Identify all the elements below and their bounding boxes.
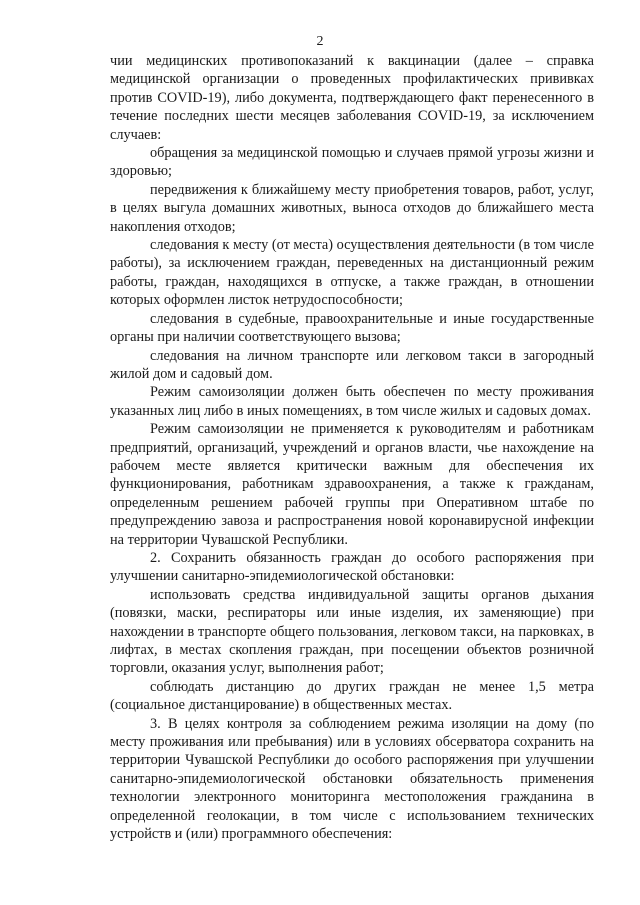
paragraph-masks: использовать средства индивидуальной защиты органов дыхания (повязки, маски, респираторы или иные изделия, их заменяющие) при нахождении в транспорте общего пользования, легковом такси, на парковках, в лифтах, в местах скопления граждан, при посещении объектов розничной торговли, оказания услуг, выполнения работ;	[110, 586, 594, 677]
paragraph-continuation: чии медицинских противопоказаний к вакцинации (далее – справка медицинской организации о проведенных профилактических прививках против COVID-19), либо документа, подтверждающего факт перенесенного в течение последних шести месяцев заболевания COVID-19, за исключением случаев:	[110, 53, 594, 143]
paragraph-exception-work: следования к месту (от места) осуществления деятельности (в том числе работы), за исключением граждан, переведенных на дистанционный режим работы, граждан, находящихся в отпуске, а также граждан, в отношении которых оформлен листок нетрудоспособности;	[110, 237, 594, 309]
paragraph-self-isolation-exemptions: Режим самоизоляции не применяется к руководителям и работникам предприятий, организаций, учреждений и органов власти, чье нахождение на рабочем месте является критически важным для обеспечения их функционирования, работникам здравоохранения, а также к гражданам, определенным решением рабочей группы при Оперативном штабе по предупреждению завоза и распространения новой коронавирусной инфекции на территории Чувашской Республики.	[110, 421, 594, 548]
paragraph-exception-shopping: передвижения к ближайшему месту приобретения товаров, работ, услуг, в целях выгула домашних животных, выноса отходов до ближайшего места накопления отходов;	[110, 181, 594, 235]
paragraph-distancing: соблюдать дистанцию до других граждан не менее 1,5 метра (социальное дистанцирование) в общественных местах.	[110, 678, 594, 714]
paragraph-item-2: 2. Сохранить обязанность граждан до особого распоряжения при улучшении санитарно-эпидемиологической обстановки:	[110, 549, 594, 585]
paragraph-item-3: 3. В целях контроля за соблюдением режима изоляции на дому (по месту проживания или пребывания) или в условиях обсерватора сохранить на территории Чувашской Республики до особого распоряжения при улучшении санитарно-эпидемиологической обстановки обязательность применения технологии электронного мониторинга местоположения гражданина в определенной геолокации, в том числе с использованием технических устройств и (или) программного обеспечения:	[110, 715, 594, 843]
page-number: 2	[316, 34, 324, 49]
paragraph-self-isolation-place: Режим самоизоляции должен быть обеспечен по месту проживания указанных лиц либо в иных помещениях, в том числе жилых и садовых домах.	[110, 384, 594, 419]
paragraph-exception-medical: обращения за медицинской помощью и случаев прямой угрозы жизни и здоровью;	[110, 145, 594, 180]
paragraph-exception-country-house: следования на личном транспорте или легковом такси в загородный жилой дом и садовый дом.	[110, 347, 594, 382]
document-body	[110, 52, 594, 843]
paragraph-exception-summons: следования в судебные, правоохранительные и иные государственные органы при наличии соответствующего вызова;	[110, 310, 594, 346]
